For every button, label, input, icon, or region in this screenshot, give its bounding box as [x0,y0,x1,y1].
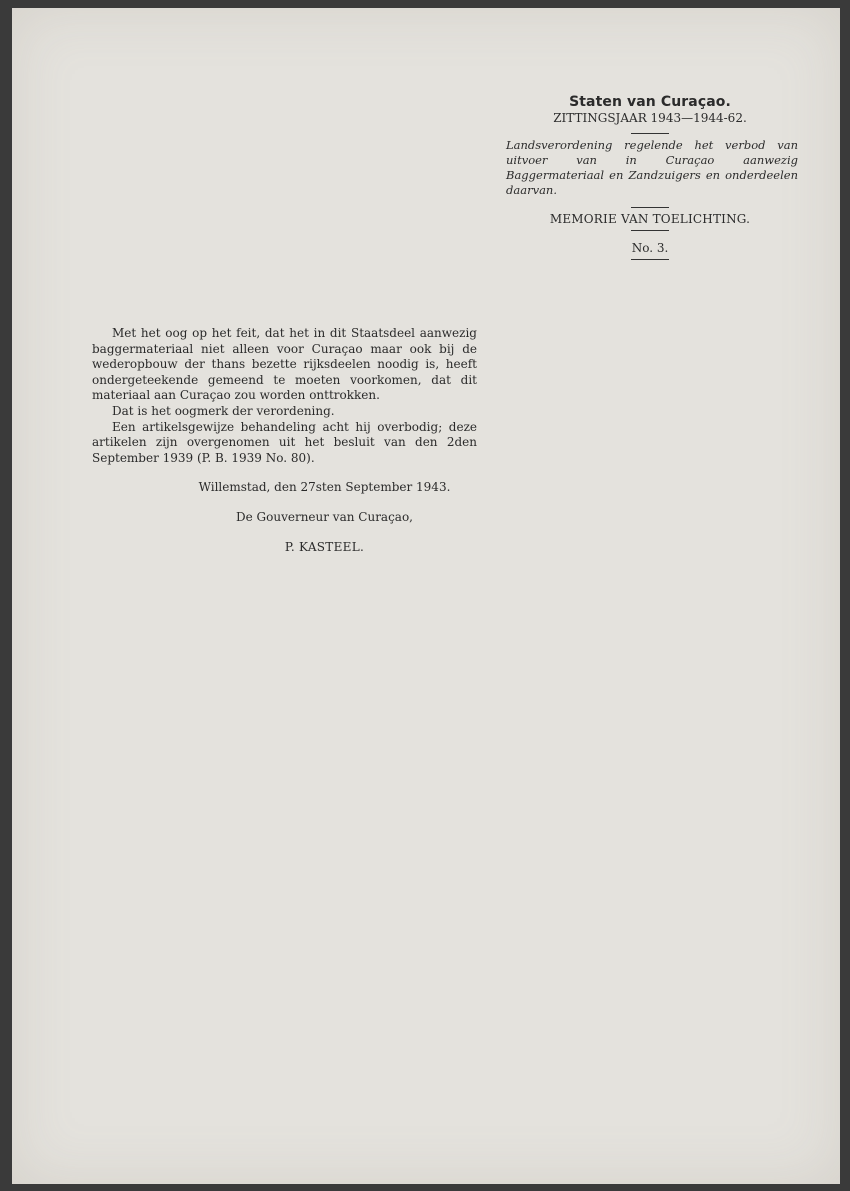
document-number: No. 3. [631,241,669,255]
ordinance-subject: Landsverordening regelende het verbod van uitvoer van in Curaçao aanwezig Baggermateriaal en Zandzuigers en onderdeelen daarvan. [506,138,798,197]
organization-name: Staten van Curaçao. [569,94,731,110]
show-through-text [62,108,462,308]
document-title: MEMORIE VAN TOELICHTING. [549,212,751,226]
memorandum-body [92,326,477,555]
document-header [502,94,798,260]
document-page [12,8,840,1184]
body-paragraph: Dat is het oogmerk der verordening. [112,403,335,418]
header-divider [631,133,669,134]
session-year: ZITTINGSJAAR 1943—1944-62. [553,111,747,125]
governor-title: De Gouverneur van Curaçao, [236,509,413,524]
body-paragraph: Met het oog op het feit, dat het in dit Staatsdeel aanwezig baggermateriaal niet alleen voor Curaçao maar ook bij de wederopbouw der thans bezette rijksdeelen noodig is, heeft ondergeteekende gemeend te moeten voorkomen, dat dit materiaal aan Curaçao zou worden onttrokken. [92,326,477,403]
signatory-name: P. KASTEEL. [284,539,365,554]
body-paragraph: Een artikelsgewijze behandeling acht hij overbodig; deze artikelen zijn overgenomen uit het besluit van den 2den September 1939 (P. B. 1939 No. 80). [92,419,477,465]
header-divider [631,207,669,208]
header-divider [631,230,669,231]
place-date: Willemstad, den 27sten September 1943. [198,480,451,495]
header-divider [631,259,669,260]
